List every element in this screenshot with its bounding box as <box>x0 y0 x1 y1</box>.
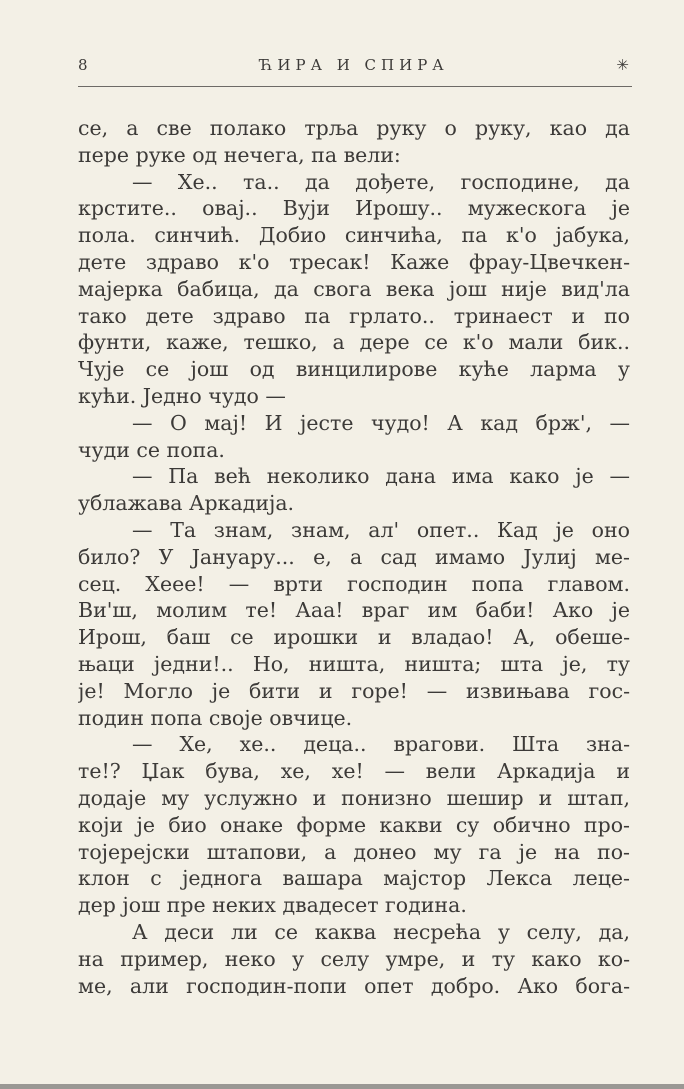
text-line: А деси ли се каква несрећа у селу, да, <box>132 919 630 944</box>
text-line: Ви'ш, молим те! Ааа! враг им баби! Ако је <box>78 598 630 623</box>
text-line: клон с једнога вашара мајстор Лекса лецe- <box>78 866 630 891</box>
text-line: ублажава Аркадија. <box>78 491 295 516</box>
header-rule <box>78 86 632 87</box>
text-line: пере руке од нечега, па вели: <box>78 142 401 167</box>
text-line: пола. синчић. Добио синчића, па к'о јабука, <box>78 223 630 248</box>
text-line: те!? Џак бува, хе, хе! — вели Аркадија и <box>78 759 630 784</box>
ornament-icon: ✳ <box>616 56 630 74</box>
text-line: — Хе.. та.. да дођете, господине, да <box>132 169 630 194</box>
text-line: — О мај! И јесте чудо! А кад брж', — <box>132 410 630 435</box>
text-line: на пример, неко у селу умре, и ту како ко- <box>78 946 630 971</box>
running-header <box>78 56 630 78</box>
text-line: који је био онаке форме какви су обично про- <box>78 812 630 837</box>
text-line: додаје му услужно и понизно шешир и штап, <box>78 785 630 810</box>
page-bottom-edge <box>0 1084 684 1089</box>
text-line: дете здраво к'о тресак! Каже фрау-Цвечкен- <box>78 249 630 274</box>
text-line: подин попа своје овчице. <box>78 705 353 730</box>
text-line: ме, али господин-попи опет добро. Ако бога- <box>78 973 630 998</box>
text-line: је! Могло је бити и горе! — извињава гос- <box>78 678 630 703</box>
text-line: мајерка бабица, да свога века још није вид'ла <box>78 276 630 301</box>
text-line: се, а све полако трља руку о руку, као да <box>78 116 630 140</box>
text-line: дер још пре неких двадесет година. <box>78 893 467 918</box>
text-line: — Па већ неколико дана има како је — <box>132 464 630 489</box>
text-line: чуди се попа. <box>78 437 225 462</box>
text-line: Чује се још од винцилирове куће ларма у <box>78 357 630 382</box>
text-line: — Та знам, знам, ал' опет.. Кад је оно <box>132 517 630 542</box>
text-body <box>78 115 630 999</box>
text-line: тако дете здраво па грлато.. тринаест и по <box>78 303 630 328</box>
text-line: тојерејски штапови, а донео му га је на по- <box>78 839 630 864</box>
text-line: сец. Хеее! — врти господин попа главом. <box>78 571 630 596</box>
text-line: њаци једни!.. Но, ништа, ништа; шта је, ту <box>78 651 630 676</box>
page-number: 8 <box>78 56 89 74</box>
running-title: ЋИРА И СПИРА <box>259 56 449 74</box>
text-line: кући. Једно чудо — <box>78 383 286 408</box>
text-line: — Хе, хе.. деца.. врагови. Шта зна- <box>132 732 630 757</box>
text-line: крстите.. овај.. Вуји Ирошу.. мужескога је <box>78 196 630 221</box>
text-line: било? У Јануару... е, а сад имамо Јулиј ме- <box>78 544 630 569</box>
text-line: Ирош, баш се ирошки и владао! А, обеше- <box>78 625 630 650</box>
text-line: фунти, каже, тешко, а дере се к'о мали бик.. <box>78 330 630 355</box>
